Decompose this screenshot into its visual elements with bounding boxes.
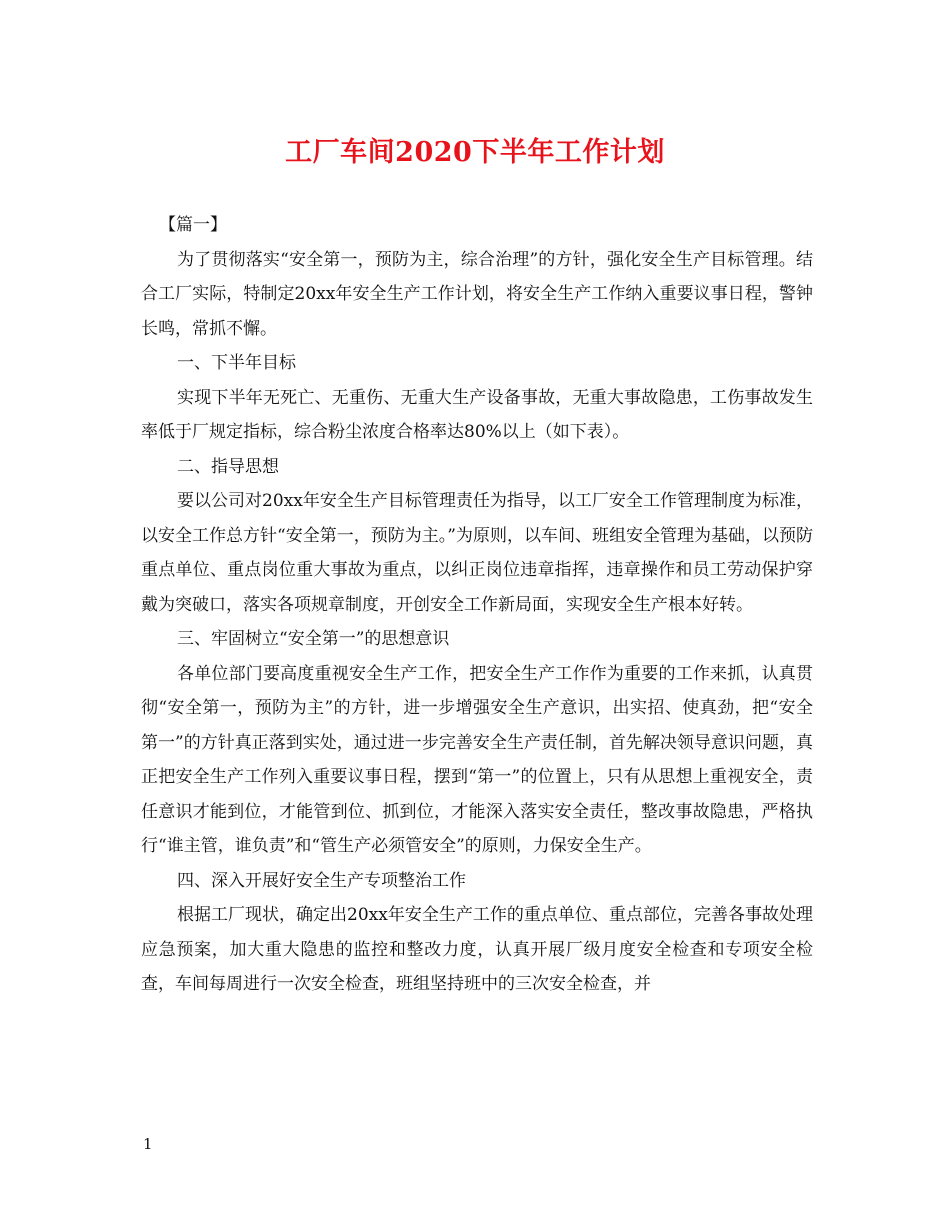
heading-guiding-thought: 二、指导思想: [177, 456, 279, 477]
paragraph-special-rectification: 根据工厂现状，确定出20xx年安全生产工作的重点单位、重点部位，完善各事故处理应急预案，加大重大隐患的监控和整改力度，认真开展厂级月度安全检查和专项安全检查，车间每周进行一次安全检查，班组坚持班中的三次安全检查，并: [141, 905, 813, 994]
paragraph-goals: 实现下半年无死亡、无重伤、无重大生产设备事故，无重大事故隐患，工伤事故发生率低于厂规定指标，综合粉尘浓度合格率达80%以上（如下表）。: [141, 387, 813, 442]
paragraph-intro: 为了贯彻落实“安全第一，预防为主，综合治理”的方针，强化安全生产目标管理。结合工厂实际，特制定20xx年安全生产工作计划，将安全生产工作纳入重要议事日程，警钟长鸣，常抓不懈。: [141, 249, 813, 339]
page-number: 1: [143, 1135, 153, 1153]
document-title: 工厂车间2020下半年工作计划: [285, 137, 665, 168]
section-marker: 【篇一】: [159, 215, 227, 235]
paragraph-safety-awareness: 各单位部门要高度重视安全生产工作，把安全生产工作作为重要的工作来抓，认真贯彻“安全第一，预防为主”的方针，进一步增强安全生产意识，出实招、使真劲，把“安全第一”的方针真正落到实处，通过进一步完善安全生产责任制，首先解决领导意识问题，真正把安全生产工作列入重要议事日程，摆到“第一”的位置上，只有从思想上重视安全，责任意识才能到位，才能管到位、抓到位，才能深入落实安全责任，整改事故隐患，严格执行“谁主管，谁负责”和“管生产必须管安全”的原则，力保安全生产。: [141, 663, 813, 856]
heading-goals: 一、下半年目标: [177, 353, 296, 373]
heading-safety-awareness: 三、牢固树立“安全第一”的思想意识: [177, 629, 450, 649]
paragraph-guiding-thought: 要以公司对20xx年安全生产目标管理责任为指导，以工厂安全工作管理制度为标准，以安全工作总方针“安全第一，预防为主。”为原则，以车间、班组安全管理为基础，以预防重点单位、重点岗位重大事故为重点，以纠正岗位违章指挥，违章操作和员工劳动保护穿戴为突破口，落实各项规章制度，开创安全工作新局面，实现安全生产根本好转。: [141, 491, 813, 615]
heading-special-rectification: 四、深入开展好安全生产专项整治工作: [177, 870, 466, 891]
document-body: [141, 208, 813, 1002]
